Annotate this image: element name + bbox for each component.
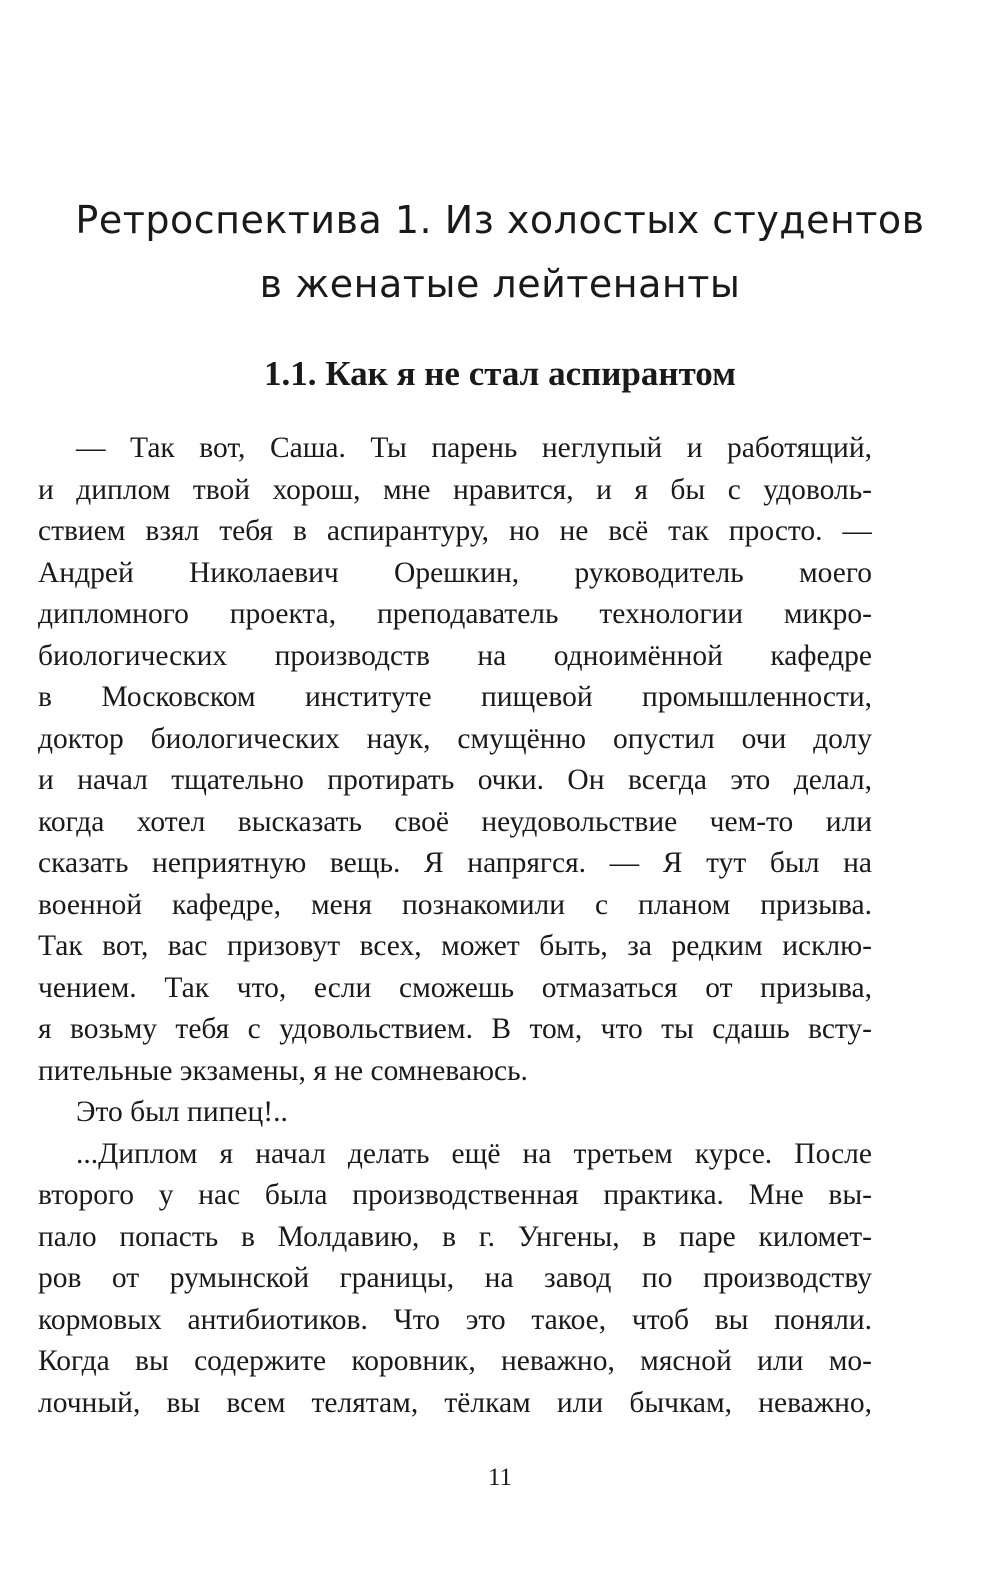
text-line: биологических производств на одноимённой кафедре: [38, 639, 872, 672]
text-line: доктор биологических наук, смущённо опустил очи долу: [38, 722, 872, 755]
text-line: и начал тщательно протирать очки. Он всегда это делал,: [38, 764, 872, 796]
text-line: Когда вы содержите коровник, неважно, мясной или мо-: [38, 1345, 872, 1377]
text-line: второго у нас была производственная практика. Мне вы-: [38, 1179, 872, 1211]
text-line: сказать неприятную вещь. Я напрягся. — Я тут был на: [38, 847, 872, 879]
chapter-title: [0, 188, 1000, 316]
text-line: Андрей Николаевич Орешкин, руководитель моего: [38, 556, 872, 589]
text-line: кормовых антибиотиков. Что это такое, чтоб вы поняли.: [38, 1303, 872, 1336]
text-line: Так вот, вас призовут всех, может быть, за редким исклю-: [38, 930, 872, 962]
text-line: военной кафедре, меня познакомили с планом призыва.: [38, 888, 872, 921]
text-line: дипломного проекта, преподаватель технологии микро-: [38, 598, 872, 630]
text-line: ствием взял тебя в аспирантуру, но не всё так просто. —: [38, 515, 872, 547]
text-line: чением. Так что, если сможешь отмазаться от призыва,: [38, 971, 872, 1004]
page-number: 11: [487, 1464, 513, 1491]
text-line: лочный, вы всем телятам, тёлкам или бычкам, неважно,: [38, 1386, 872, 1419]
section-title: 1.1. Как я не стал аспирантом: [264, 354, 736, 393]
text-line: в Московском институте пищевой промышленности,: [38, 681, 872, 713]
text-line: я возьму тебя с удовольствием. В том, что ты сдашь всту-: [38, 1013, 872, 1045]
text-line: ...Диплом я начал делать ещё на третьем курсе. После: [76, 1137, 872, 1170]
chapter-title-line-2: в женатые лейтенанты: [259, 262, 741, 306]
text-line: когда хотел высказать своё неудовольствие чем-то или: [38, 805, 872, 838]
text-line: ров от румынской границы, на завод по производству: [38, 1262, 872, 1294]
text-line: — Так вот, Саша. Ты парень неглупый и работящий,: [76, 432, 872, 464]
text-line: пительные экзамены, я не сомневаюсь.: [38, 1054, 528, 1087]
text-line: и диплом твой хорош, мне нравится, и я бы с удоволь-: [38, 473, 872, 506]
text-line: пало попасть в Молдавию, в г. Унгены, в паре километ-: [38, 1220, 872, 1253]
body-text: [38, 428, 872, 1424]
text-line: Это был пипец!..: [76, 1096, 288, 1128]
chapter-title-line-1: Ретроспектива 1. Из холостых студентов: [75, 198, 925, 242]
